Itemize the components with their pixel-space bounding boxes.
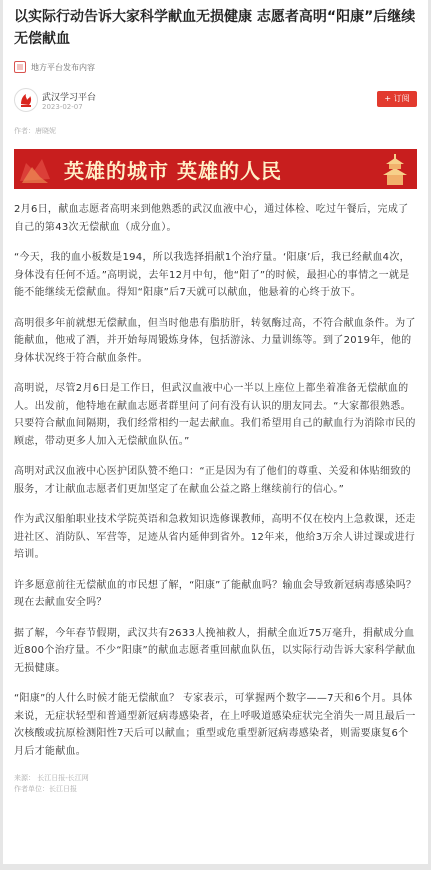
paragraph: 高明很多年前就想无偿献血，但当时他患有脂肪肝，转氨酶过高，不符合献血条件。为了能献血，他戒了酒，并开始每周锻炼身体，包括游泳、力量训练等。到了2019年，他的身体状况终于符合献血条件。 <box>14 317 416 364</box>
publisher-logo-icon[interactable] <box>14 88 38 112</box>
flag-icon <box>18 153 52 185</box>
window-frame-bottom <box>0 864 431 870</box>
paragraph: 据了解，今年春节假期，武汉共有2633人挽袖救人，捐献全血近75万毫升，捐献成分血近800个治疗量。不少“阳康”的献血志愿者重回献血队伍，以实际行动告诉大家科学献血无损健康。 <box>14 627 416 674</box>
paragraph: “阳康”的人什么时候才能无偿献血？ 专家表示，可掌握两个数字——7天和6个月。具体来说，无症状轻型和普通型新冠病毒感染者，在上呼吸道感染症状完全消失一周且最后一次核酸或抗原检测阳性7天后可以献血；重型或危重型新冠病毒感染者，则需要康复6个月后才能献血。 <box>14 693 416 757</box>
document-icon <box>14 61 26 73</box>
publisher-row <box>14 88 417 118</box>
window-frame-left <box>0 0 3 870</box>
banner-slogan: 英雄的城市 英雄的人民 <box>64 159 282 183</box>
article-body <box>14 201 417 760</box>
footer-author-unit: 作者单位：长江日报 <box>14 785 77 793</box>
paragraph: 高明说，尽管2月6日是工作日，但武汉血液中心一半以上座位上都坐着准备无偿献血的人。出发前，他特地在献血志愿者群里问了问有没有认识的朋友同去。“大家都很熟悉。只要符合献血间隔期，我们经常相约一起去献血。我们希望用自己的献血行为消除市民的顾虑，带动更多人加入无偿献血队伍。” <box>14 383 416 447</box>
subscribe-button[interactable]: + 订阅 <box>377 91 417 107</box>
article-title: 以实际行动告诉大家科学献血无损健康 志愿者高明“阳康”后继续无偿献血 <box>14 9 416 47</box>
footer-source: 来源： 长江日报-长江网 <box>14 774 89 782</box>
article-author: 作者：唐晓妮 <box>14 127 56 135</box>
publisher-name[interactable]: 武汉学习平台 <box>42 93 97 103</box>
tower-icon <box>377 153 413 187</box>
paragraph: 2月6日，献血志愿者高明来到他熟悉的武汉血液中心，通过体检、吃过午餐后，完成了自己的第43次无偿献血（成分血）。 <box>14 204 409 233</box>
article-container <box>14 6 417 795</box>
paragraph: 许多愿意前往无偿献血的市民想了解，“阳康”了能献血吗？输血会导致新冠病毒感染吗？现在去献血安全吗？ <box>14 579 417 608</box>
source-tag-label: 地方平台发布内容 <box>31 62 95 72</box>
publish-date: 2023-02-07 <box>42 103 83 111</box>
banner-image <box>14 149 417 189</box>
paragraph: 作为武汉船舶职业技术学院英语和急救知识选修课教师，高明不仅在校内上急救课，还走进社区、消防队、军营等，足迹从省内延伸到省外。12年来，他给3万余人讲过课或进行培训。 <box>14 514 416 560</box>
source-tag <box>14 60 417 74</box>
paragraph: “今天，我的血小板数是194，所以我选择捐献1个治疗量。‘阳康’后，我已经献血4次，身体没有任何不适。”高明说，去年12月中旬，他“阳了”的时候，最担心的事情之一就是能不能继续无偿献血。得知“阳康”后7天就可以献血，他悬着的心终于放下。 <box>14 252 410 298</box>
paragraph: 高明对武汉血液中心医护团队赞不绝口：“正是因为有了他们的尊重、关爱和体贴细致的服务，才让献血志愿者们更加坚定了在献血公益之路上继续前行的信心。” <box>14 466 411 495</box>
